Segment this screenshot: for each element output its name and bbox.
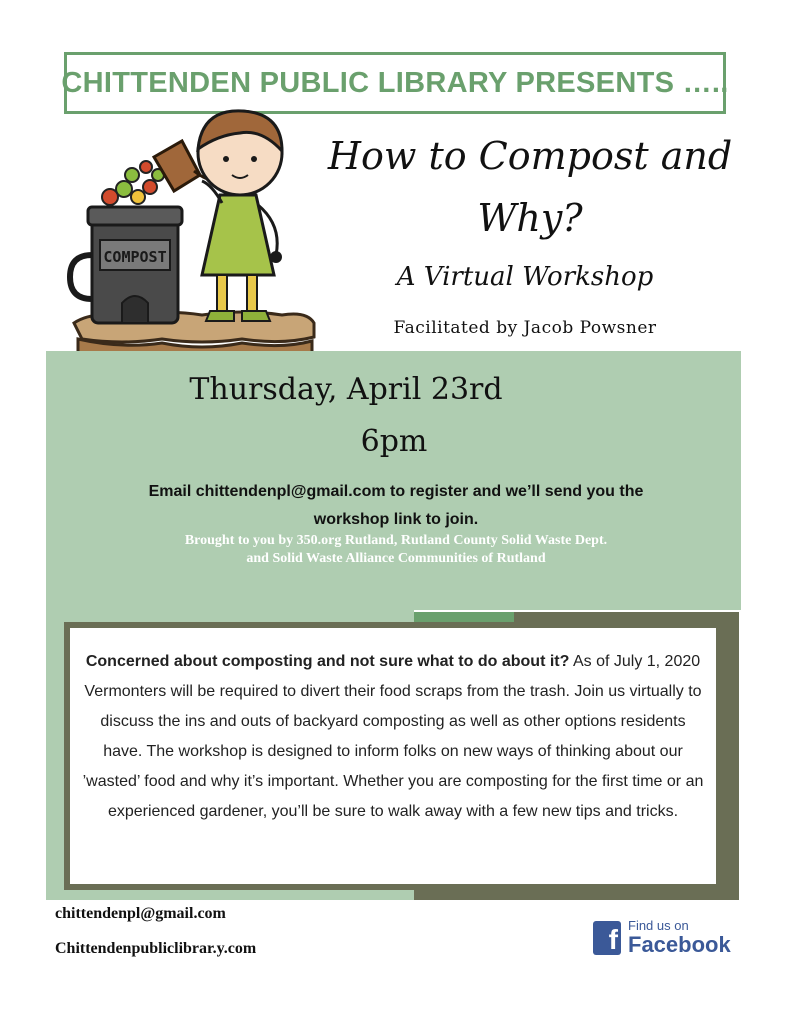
sponsor-line-1: Brought to you by 350.org Rutland, Rutland County Solid Waste Dept. [184,533,608,548]
facebook-brand: Facebook [628,932,731,957]
facebook-badge[interactable] [593,918,731,958]
sponsor-credits [96,532,696,568]
title-line-1: How to Compost and [327,134,733,178]
svg-text:COMPOST: COMPOST [103,248,167,266]
workshop-title [320,125,740,249]
description-box [70,628,716,884]
facebook-text [628,919,731,957]
facebook-icon: f [593,921,621,955]
registration-line-2: workshop link to join. [313,511,479,528]
registration-instructions [96,478,696,534]
compost-bin [70,207,182,323]
facilitator-line: Facilitated by Jacob Powsner [393,318,657,338]
event-time: 6pm [360,424,428,459]
description-body: As of July 1, 2020 Vermonters will be required to divert their food scraps from the trash. Join us virtually to discuss the ins and outs of backyard composting as well as other options residents have. The workshop is designed to inform folks on new ways of thinking about our ’wasted’ food and why it’s important. Whether you are composting for the first time or an experienced gardener, you’ll be sure to walk away with a few new tips and tricks. [82,653,704,820]
presenter-heading: CHITTENDEN PUBLIC LIBRARY PRESENTS ….. [61,66,729,99]
sponsor-line-2: and Solid Waste Alliance Communities of Rutland [246,551,546,566]
contact-email[interactable]: chittendenpl@gmail.com [55,905,226,922]
registration-line-1: Email chittendenpl@gmail.com to register and we’ll send you the [148,483,644,500]
workshop-subtitle: A Virtual Workshop [396,262,654,292]
description-lead: Concerned about composting and not sure what to do about it? [85,653,570,670]
decorative-accent-strip [414,612,514,622]
title-line-2: Why? [477,196,583,240]
contact-website[interactable]: Chittendenpubliclibrar.y.com [55,940,257,957]
girl-figure [198,111,282,321]
compost-girl-illustration [62,105,322,363]
event-date: Thursday, April 23rd [189,372,503,407]
facebook-find-us: Find us on [628,918,689,933]
